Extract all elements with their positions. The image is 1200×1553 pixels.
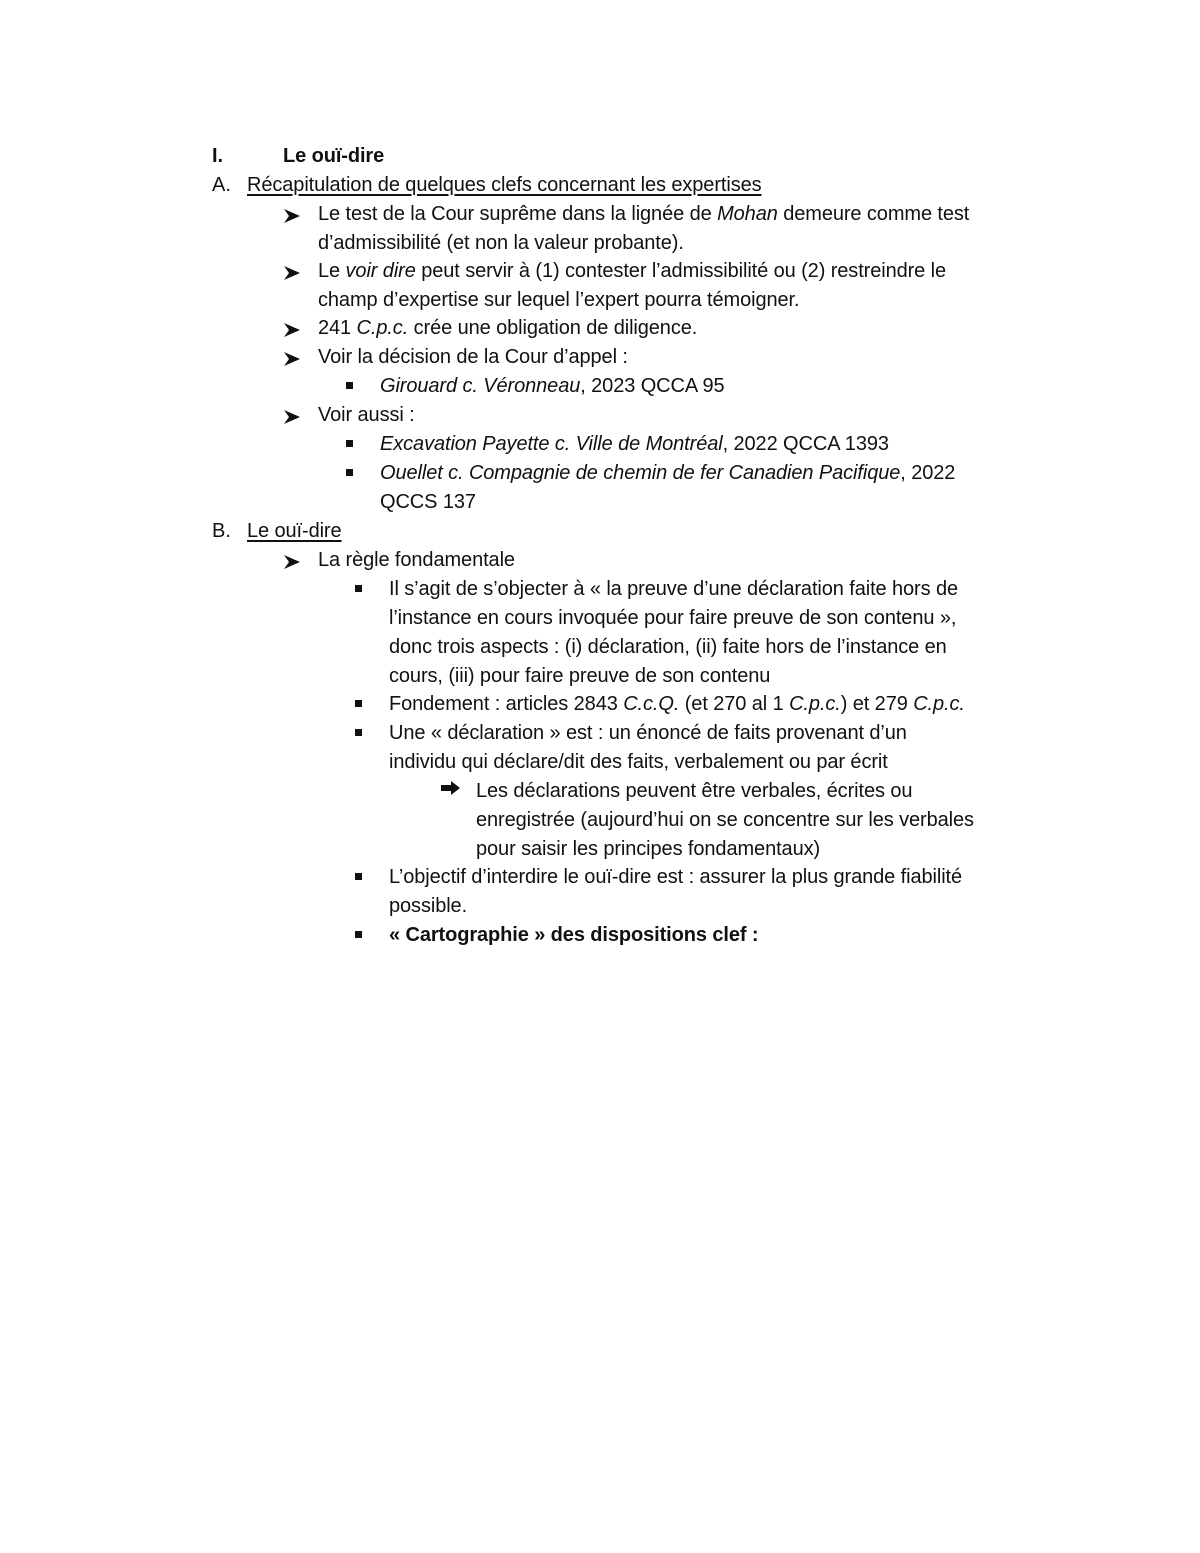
b-sub-4-line-2: possible. [389,895,468,917]
double-arrow-bullet-icon [441,780,461,796]
b-sub-2-text-2: (et 270 al 1 [679,693,790,715]
arrowhead-bullet-icon [284,209,300,223]
arrowhead-bullet-icon [284,555,300,569]
code-cpc: C.p.c. [356,317,409,339]
a-item-5-sub-2-line-1 [380,459,955,488]
a-item-2-line-1 [318,257,946,286]
case-name-mohan: Mohan [717,203,778,225]
square-bullet-icon [355,729,362,736]
code-ccq: C.c.Q. [623,693,680,715]
a-item-1-text-cont: demeure comme test [777,203,970,225]
b-sub-3-line-1: Une « déclaration » est : un énoncé de faits provenant d’un [389,722,907,744]
citation-ouellet: , 2022 [900,462,956,484]
a-item-1-line-2: d’admissibilité (et non la valeur probante). [318,232,684,254]
square-bullet-icon [355,585,362,592]
b-sub-3-line-2: individu qui déclare/dit des faits, verbalement ou par écrit [389,751,888,773]
a-item-3-text-cont: crée une obligation de diligence. [408,317,698,339]
code-cpc: C.p.c. [789,693,841,715]
square-bullet-icon [355,700,362,707]
b-sub-3-sub-1-line-3: pour saisir les principes fondamentaux) [476,838,821,860]
citation-girouard: , 2023 QCCA 95 [580,375,725,397]
arrowhead-bullet-icon [284,323,300,337]
a-item-3-line-1 [318,314,697,343]
a-item-4-line-1: Voir la décision de la Cour d’appel : [318,346,628,368]
section-i-numeral: I. [212,145,224,167]
square-bullet-icon [346,469,353,476]
section-b-title: Le ouï-dire [247,520,342,542]
code-cpc: C.p.c. [913,693,965,715]
b-sub-2-text-3: ) et 279 [840,693,914,715]
b-sub-1-line-1: Il s’agit de s’objecter à « la preuve d’une déclaration faite hors de [389,578,959,600]
b-sub-1-line-3: donc trois aspects : (i) déclaration, (ii) faite hors de l’instance en [389,636,947,658]
a-item-1-text: Le test de la Cour suprême dans la lignée de [318,203,718,225]
a-item-5-sub-1 [380,430,889,459]
case-ouellet: Ouellet c. Compagnie de chemin de fer Canadien Pacifique [380,462,901,484]
b-sub-5: « Cartographie » des dispositions clef : [389,924,759,946]
a-item-5-sub-2-line-2: QCCS 137 [380,491,476,513]
a-item-2-text-cont: peut servir à (1) contester l’admissibilité ou (2) restreindre le [415,260,947,282]
case-excavation-payette: Excavation Payette c. Ville de Montréal [380,433,723,455]
b-sub-3-sub-1-line-2: enregistrée (aujourd’hui on se concentre sur les verbales [476,809,974,831]
b-sub-2-text: Fondement : articles 2843 [389,693,624,715]
a-item-5-line-1: Voir aussi : [318,404,415,426]
a-item-2-line-2: champ d’expertise sur lequel l’expert pourra témoigner. [318,289,800,311]
b-sub-3-sub-1-line-1: Les déclarations peuvent être verbales, écrites ou [476,780,913,802]
square-bullet-icon [346,382,353,389]
b-sub-4-line-1: L’objectif d’interdire le ouï-dire est : assurer la plus grande fiabilité [389,866,963,888]
citation-excavation-payette: , 2022 QCCA 1393 [722,433,889,455]
b-sub-2 [389,690,965,719]
square-bullet-icon [346,440,353,447]
section-a-title: Récapitulation de quelques clefs concernant les expertises [247,174,762,196]
b-sub-1-line-4: cours, (iii) pour faire preuve de son contenu [389,665,771,687]
term-voir-dire: voir dire [345,260,416,282]
arrowhead-bullet-icon [284,410,300,424]
arrowhead-bullet-icon [284,352,300,366]
a-item-4-sub-1 [380,372,725,401]
square-bullet-icon [355,931,362,938]
square-bullet-icon [355,873,362,880]
arrowhead-bullet-icon [284,266,300,280]
b-sub-1-line-2: l’instance en cours invoquée pour faire preuve de son contenu », [389,607,957,629]
a-item-3-text: 241 [318,317,357,339]
section-b-letter: B. [212,520,231,542]
b-item-1: La règle fondamentale [318,549,515,571]
section-a-letter: A. [212,174,231,196]
case-girouard: Girouard c. Véronneau [380,375,581,397]
a-item-1-line-1 [318,200,969,229]
section-i-title: Le ouï-dire [283,145,385,167]
a-item-2-text: Le [318,260,346,282]
